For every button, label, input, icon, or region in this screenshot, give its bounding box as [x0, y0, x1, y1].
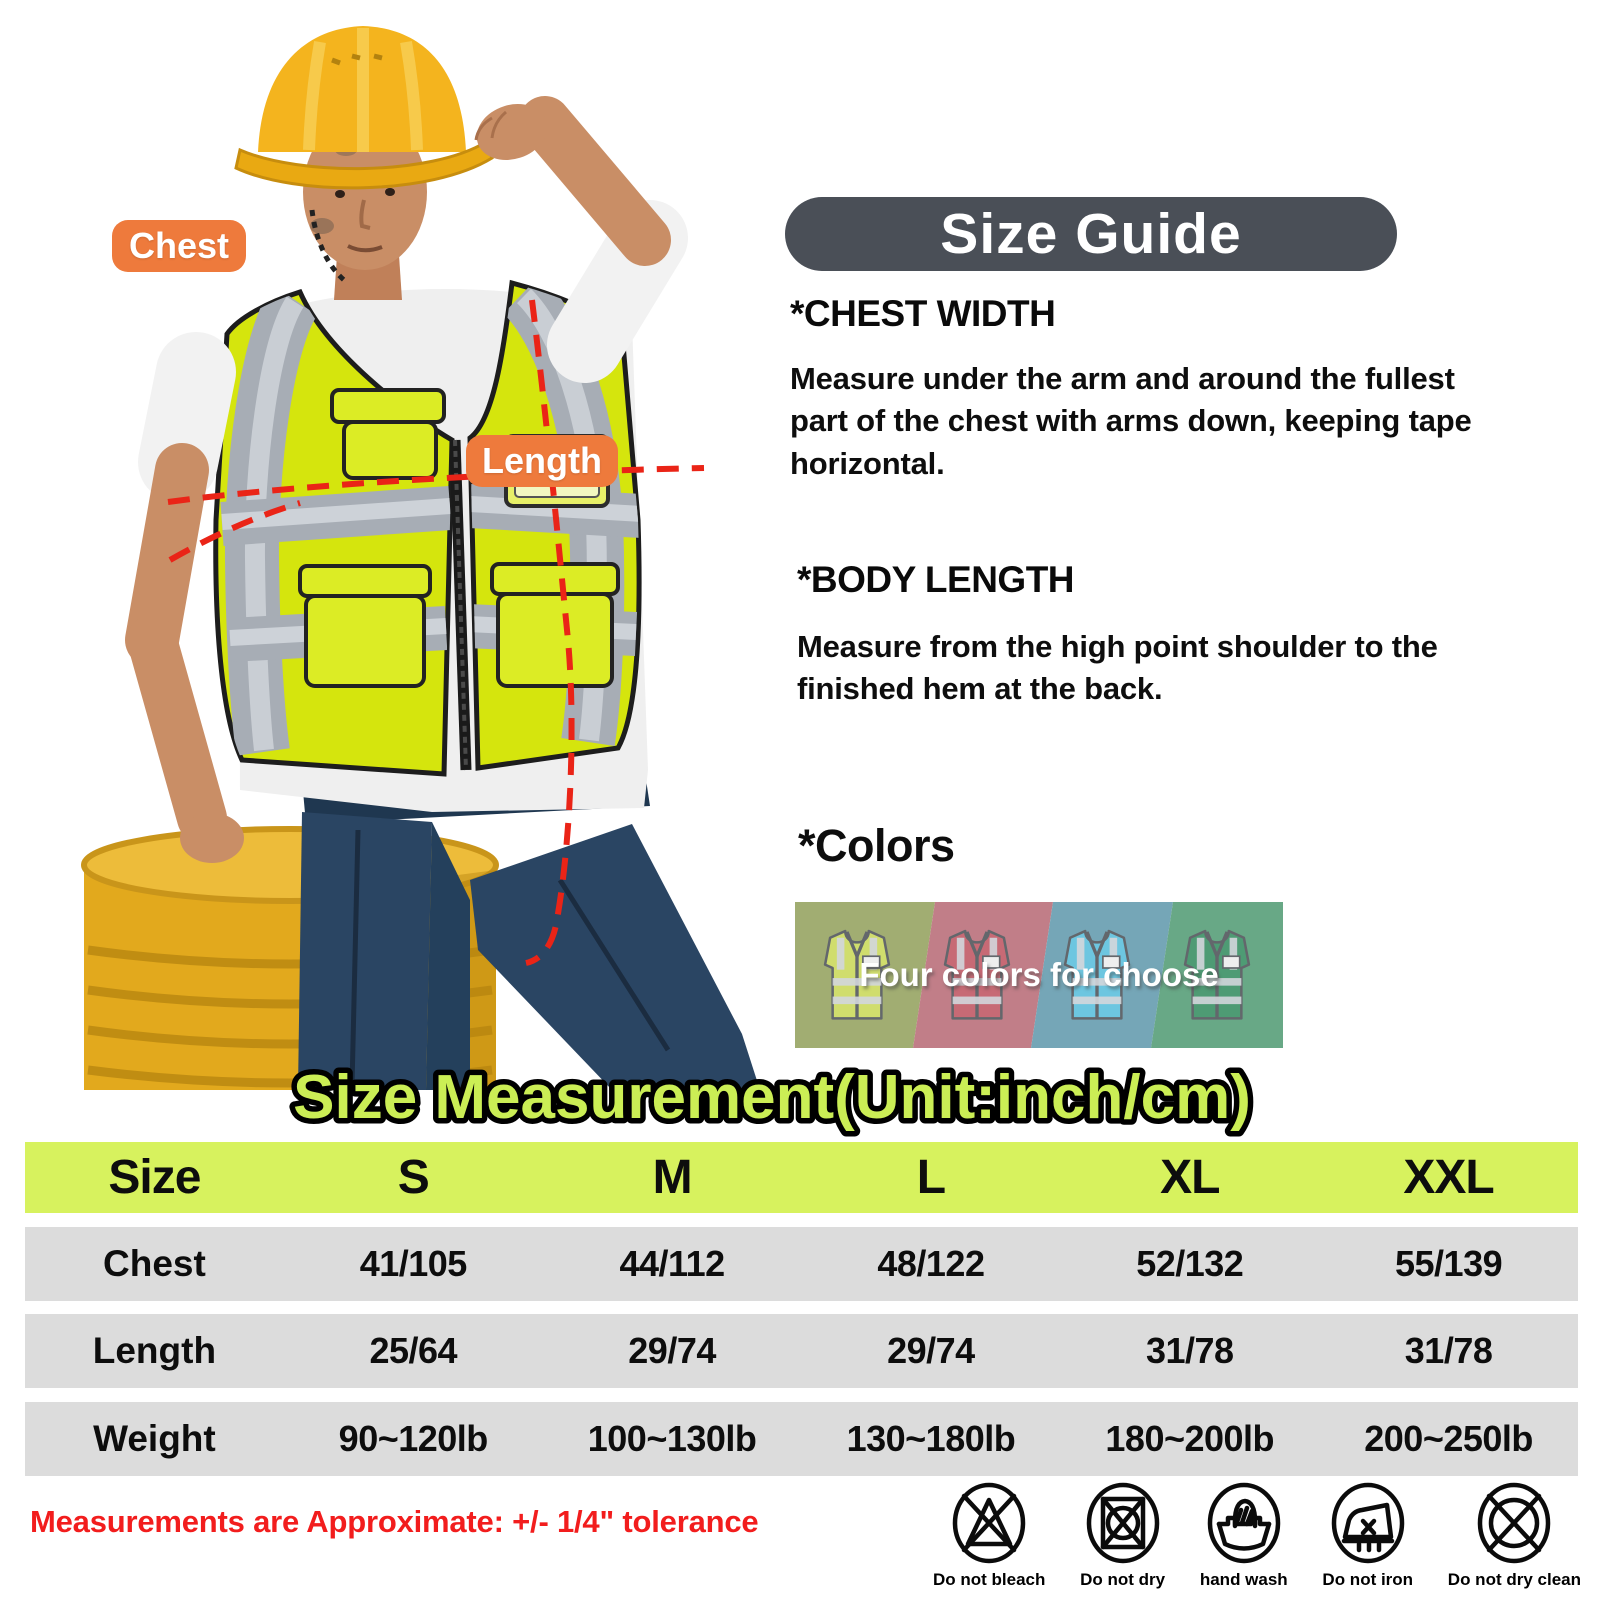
care-item — [1448, 1480, 1581, 1590]
row-label-length: Length — [92, 1330, 217, 1371]
col-m: M — [652, 1151, 692, 1204]
size-table-header-row — [25, 1142, 1578, 1213]
chest-m: 44/112 — [619, 1243, 725, 1284]
care-label: hand wash — [1199, 1570, 1288, 1589]
chest-s: 41/105 — [359, 1243, 467, 1284]
care-label: Do not bleach — [933, 1570, 1046, 1589]
length-m: 29/74 — [628, 1330, 716, 1371]
care-instructions — [933, 1480, 1581, 1590]
length-l: 29/74 — [887, 1330, 975, 1371]
care-item — [933, 1480, 1045, 1590]
tolerance-note: Measurements are Approximate: +/- 1/4" tolerance — [30, 1504, 759, 1539]
chest-measure-label: Chest — [112, 220, 246, 272]
chest-xl: 52/132 — [1136, 1243, 1244, 1284]
length-s: 25/64 — [369, 1330, 458, 1371]
body-length-text: Measure from the high point shoulder to the finished hem at the back. — [797, 629, 1438, 707]
col-xxl: XXL — [1403, 1151, 1494, 1204]
colors-heading: *Colors — [798, 820, 955, 871]
row-label-weight: Weight — [93, 1418, 216, 1459]
table-row-chest — [25, 1227, 1578, 1301]
chest-width-heading: *CHEST WIDTH — [790, 293, 1056, 334]
length-xl: 31/78 — [1145, 1330, 1234, 1371]
size-measurement-title-text: Size Measurement(Unit:inch/cm) — [293, 1063, 1251, 1132]
length-xxl: 31/78 — [1404, 1330, 1493, 1371]
do-not-iron-icon — [1328, 1480, 1408, 1566]
care-label: Do not dry — [1080, 1570, 1166, 1589]
do-not-dry-icon — [1083, 1480, 1163, 1566]
size-guide-banner: Size Guide — [785, 197, 1397, 271]
row-label-chest: Chest — [103, 1243, 206, 1284]
care-label: Do not dry clean — [1447, 1570, 1581, 1589]
weight-s: 90~120lb — [338, 1418, 488, 1459]
weight-m: 100~130lb — [587, 1418, 757, 1459]
chest-width-text: Measure under the arm and around the fullest part of the chest with arms down, keeping tape horizontal. — [790, 361, 1472, 481]
care-item — [1200, 1480, 1288, 1590]
chest-l: 48/122 — [877, 1243, 985, 1284]
do-not-dry-clean-icon — [1474, 1480, 1554, 1566]
hand-wash-icon — [1204, 1480, 1284, 1566]
weight-xl: 180~200lb — [1105, 1418, 1275, 1459]
body-length-heading: *BODY LENGTH — [797, 559, 1075, 600]
table-row-length — [25, 1314, 1578, 1388]
length-measure-label: Length — [466, 435, 618, 487]
col-size: Size — [108, 1151, 201, 1204]
weight-l: 130~180lb — [846, 1418, 1016, 1459]
size-measurement-title — [0, 1048, 1600, 1144]
table-row-weight — [25, 1402, 1578, 1476]
four-colors-caption: Four colors for choose — [859, 956, 1219, 993]
col-l: L — [916, 1151, 946, 1204]
weight-xxl: 200~250lb — [1364, 1418, 1533, 1459]
model-photo — [0, 0, 790, 1090]
do-not-bleach-icon — [949, 1480, 1029, 1566]
chest-xxl: 55/139 — [1395, 1243, 1503, 1284]
col-xl: XL — [1160, 1151, 1220, 1204]
care-item — [1322, 1480, 1413, 1590]
care-label: Do not iron — [1322, 1570, 1414, 1589]
col-s: S — [397, 1151, 429, 1204]
care-item — [1080, 1480, 1165, 1590]
